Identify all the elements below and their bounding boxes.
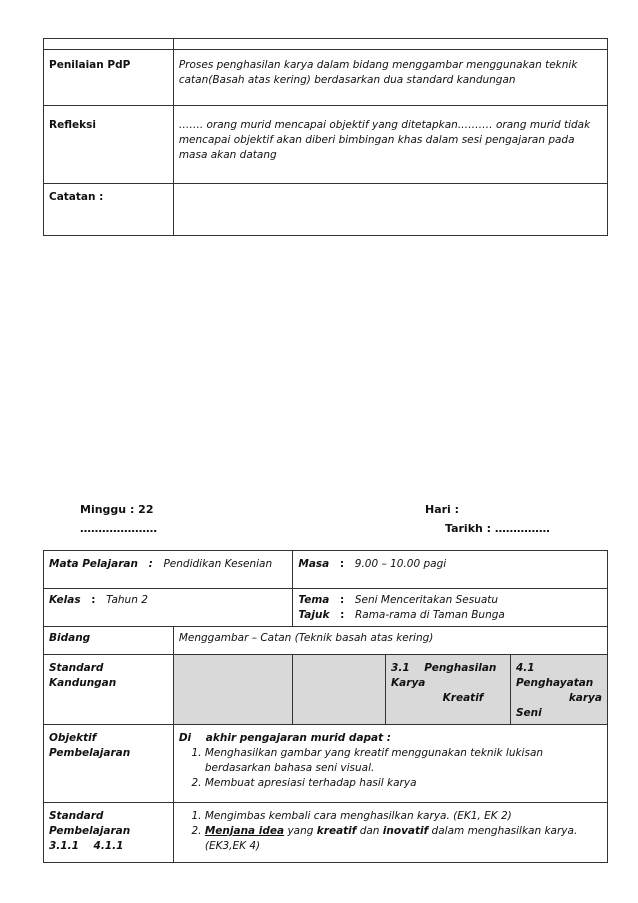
empty-cell <box>173 39 607 50</box>
sp-cell <box>173 803 607 863</box>
table-row <box>44 551 608 589</box>
list-item: 1. Menghasilkan gambar yang kreatif menggunakan teknik lukisan berdasarkan bahasa seni visual. <box>205 746 602 776</box>
mata-pelajaran-label: Mata Pelajaran <box>49 558 138 570</box>
sp-item2-g: (EK3,EK 4) <box>204 840 261 852</box>
colon: : <box>332 609 352 621</box>
colon: : <box>83 594 103 606</box>
tema-tajuk-cell <box>293 589 608 627</box>
tema-line <box>298 593 602 608</box>
objektif-label: Objektif Pembelajaran <box>44 725 174 803</box>
tema-label: Tema <box>298 594 330 606</box>
sk-label: Standard Kandungan <box>44 655 174 725</box>
hari-label: Hari : <box>425 503 460 516</box>
sk-41-b: karya <box>568 692 602 704</box>
table-row <box>44 725 608 803</box>
tajuk-value: Rama-rama di Taman Bunga <box>354 609 505 621</box>
sk-41-cell <box>511 655 608 725</box>
masa-cell <box>293 551 608 589</box>
table-row <box>44 589 608 627</box>
sk-31-b: Karya <box>391 677 426 689</box>
sk-31-a: Penghasilan <box>424 662 497 674</box>
table-row <box>44 627 608 655</box>
objektif-intro-line <box>179 731 602 746</box>
colon: : <box>141 558 161 570</box>
masa-label: Masa <box>298 558 330 570</box>
mata-pelajaran-value: Pendidikan Kesenian <box>163 558 273 570</box>
colon: : <box>332 594 352 606</box>
table-row <box>44 39 608 50</box>
empty-cell <box>44 39 174 50</box>
bidang-label: Bidang <box>44 627 174 655</box>
masa-value: 9.00 – 10.00 pagi <box>354 558 447 570</box>
tajuk-line <box>298 608 602 623</box>
kelas-cell <box>44 589 293 627</box>
sk-41-num: 4.1 <box>516 662 535 674</box>
objektif-list <box>179 746 602 791</box>
bidang-value: Menggambar – Catan (Teknik basah atas kering) <box>173 627 607 655</box>
colon: : <box>332 558 352 570</box>
mata-pelajaran-cell <box>44 551 293 589</box>
assessment-table <box>43 38 608 236</box>
table-row <box>44 50 608 106</box>
sk-31-num: 3.1 <box>391 662 410 674</box>
sp-item2-b: yang <box>287 825 314 837</box>
sk-31-cell <box>386 655 511 725</box>
sp-item2-e: inovatif <box>382 825 429 837</box>
table-row <box>44 803 608 863</box>
sp-item2-c: kreatif <box>316 825 357 837</box>
sp-label-cell <box>44 803 174 863</box>
tema-value: Seni Menceritakan Sesuatu <box>354 594 499 606</box>
penilaian-text: Proses penghasilan karya dalam bidang menggambar menggunakan teknik catan(Basah atas kering) berdasarkan dua standard kandungan <box>173 50 607 106</box>
list-item <box>205 824 602 854</box>
refleksi-label: Refleksi <box>44 106 174 184</box>
table-row <box>44 106 608 184</box>
list-item: 2. Membuat apresiasi terhadap hasil karya <box>205 776 602 791</box>
sk-empty-2 <box>293 655 386 725</box>
sp-codes: 3.1.1 4.1.1 <box>49 840 124 852</box>
list-item: 1. Mengimbas kembali cara menghasilkan karya. (EK1, EK 2) <box>205 809 602 824</box>
sk-41-a: Penghayatan <box>516 677 594 689</box>
minggu-label: Minggu : 22 <box>80 503 154 516</box>
kelas-label: Kelas <box>49 594 81 606</box>
sk-31-line1 <box>391 661 505 676</box>
kelas-value: Tahun 2 <box>106 594 148 606</box>
sp-item2-a: Menjana idea <box>204 825 285 837</box>
tarikh-label: Tarikh : …………… <box>445 522 550 535</box>
table-row <box>44 184 608 236</box>
sp-label: Standard Pembelajaran <box>49 810 131 837</box>
lesson-plan-table <box>43 550 608 863</box>
sk-31-c: Kreatif <box>442 692 484 704</box>
sp-item2-f: dalam menghasilkan karya. <box>431 825 578 837</box>
objektif-intro-di: Di <box>178 732 192 744</box>
catatan-label: Catatan : <box>44 184 174 236</box>
minggu-dots: ………………… <box>80 522 157 535</box>
sk-41-c: Seni <box>516 707 542 719</box>
refleksi-text: ……. orang murid mencapai objektif yang ditetapkan.……… orang murid tidak mencapai objektif akan diberi bimbingan khas dalam sesi pengajaran pada masa akan datang <box>173 106 607 184</box>
penilaian-label: Penilaian PdP <box>44 50 174 106</box>
objektif-cell <box>173 725 607 803</box>
sp-list <box>179 809 602 854</box>
table-row <box>44 655 608 725</box>
sk-empty-1 <box>173 655 293 725</box>
catatan-value <box>173 184 607 236</box>
tajuk-label: Tajuk <box>298 609 330 621</box>
objektif-intro: akhir pengajaran murid dapat : <box>205 732 392 744</box>
sp-item2-d: dan <box>359 825 380 837</box>
